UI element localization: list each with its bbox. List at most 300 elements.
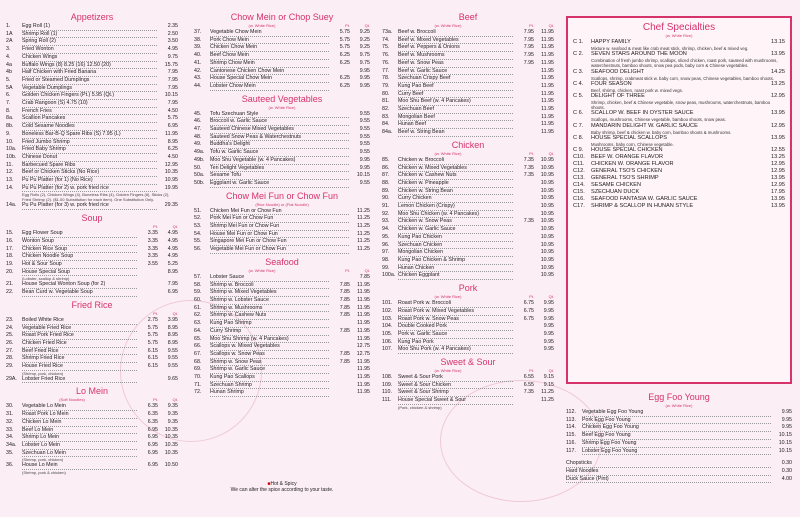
item-name: Pork w. Garlic Sauce [398, 331, 513, 339]
pint-price: 6.25 [339, 52, 350, 59]
item-name: Chicken Noodle Soup [22, 253, 137, 261]
item-name: Vegetable Chow Mein [210, 29, 329, 37]
item-number: 100a. [382, 272, 396, 279]
pint-price: 3.55 [147, 260, 158, 267]
pint-price: 3.35 [147, 230, 158, 237]
quart-price: 9.95 [543, 323, 554, 330]
quart-price: 9.95 [543, 307, 554, 314]
item-number: 14a. [6, 202, 17, 209]
pint-price [330, 274, 350, 282]
item-name: Szechuan Chicken [398, 242, 513, 250]
menu-item [6, 348, 178, 356]
item-description: Scallops, shrimp, crabmeat stick w. baby corn, snow peas, Chinese vegetables, bamboo shoots. [591, 75, 774, 81]
item-name: Szechuan Crispy Beef [398, 75, 513, 83]
item-name: Shrimp w. Mushrooms [210, 305, 329, 313]
item-number: 50b. [194, 179, 205, 186]
item-number: 93. [382, 218, 390, 225]
pint-price: 6.15 [147, 363, 158, 370]
item-name: Chicken w. Mixed Vegetables [398, 165, 513, 173]
item-name: Mongolian Beef [398, 114, 513, 122]
item-name: Bean Curd w. Vegetable Soup [22, 289, 137, 297]
item-name: Kung Pao Beef [398, 83, 513, 91]
item-name: Vegetable Dumplings [22, 85, 157, 93]
quart-price: 5.25 [167, 260, 178, 267]
item-name: Boiled White Rice [22, 317, 137, 325]
chef-specialties-box [566, 16, 792, 384]
item-name: Chopsticks [566, 460, 771, 468]
item-number: 31. [6, 411, 14, 418]
item-price: 4.95 [167, 46, 178, 53]
menu-item [382, 308, 554, 316]
menu-item [6, 92, 178, 100]
quart-price: 11.95 [357, 381, 370, 388]
item-number: 50. [194, 164, 202, 171]
item-name: Lobster Sauce [210, 274, 329, 282]
menu-item [6, 289, 178, 297]
pint-price: 6.95 [147, 434, 158, 441]
item-number: 115. [566, 432, 576, 439]
item-price: 13.95 [771, 134, 785, 141]
spicy-legend [194, 481, 370, 493]
menu-item [194, 231, 370, 239]
item-number: C 3. [573, 68, 584, 75]
menu-item [194, 366, 370, 374]
item-number: 86. [382, 164, 390, 171]
pint-price: 7.35 [523, 164, 534, 171]
item-number: 89. [382, 187, 390, 194]
item-name: House Lo Mein [22, 462, 137, 470]
menu-item [194, 246, 370, 254]
item-number: 56. [194, 246, 202, 253]
item-price: 7.95 [167, 84, 178, 91]
item-price: 7.95 [167, 69, 178, 76]
quart-price: 10.35 [164, 426, 178, 433]
pint-price [138, 376, 158, 384]
item-number: 10a. [6, 146, 17, 153]
menu-item [194, 118, 370, 126]
menu-item [382, 300, 554, 308]
item-name: Moo Shu Beef (w. 4 Pancakes) [398, 98, 513, 106]
item-number: 76. [382, 59, 390, 66]
quart-price: 11.95 [357, 327, 370, 334]
item-number: 71. [194, 381, 202, 388]
menu-item [194, 312, 370, 320]
pint-price [514, 265, 534, 273]
pint-price [514, 203, 534, 211]
quart-price: 9.25 [359, 44, 370, 51]
item-number: 41. [194, 59, 202, 66]
quart-price: 11.95 [541, 29, 554, 35]
spicy-icon: ■ [267, 481, 271, 487]
item-name: Kung Pao Chicken [398, 234, 513, 242]
item-price: 12.95 [164, 161, 178, 168]
item-number: 47. [194, 126, 202, 133]
pint-price: 7.95 [523, 59, 534, 66]
item-price: 6.95 [167, 123, 178, 130]
item-name: House Fried Rice [22, 363, 137, 371]
item-name: Spring Roll (2) [22, 38, 157, 46]
pint-price [514, 75, 534, 83]
item-name: House Mei Fun or Chow Fun [210, 231, 349, 239]
egg-foo-young-title: Egg Foo Young [648, 392, 710, 402]
quart-price: 9.15 [543, 381, 554, 388]
sauteed-title: Sauteed Vegetables [241, 93, 323, 104]
pint-price [330, 343, 350, 351]
item-name: Hunan Chicken [398, 265, 513, 273]
item-name: House Special Chow Mein [210, 75, 329, 83]
pint-price [330, 366, 350, 374]
menu-item [6, 115, 178, 123]
item-price: 7.95 [167, 76, 178, 83]
item-number: 113. [566, 416, 576, 423]
menu-item [6, 419, 178, 427]
menu-item [382, 106, 554, 114]
item-name: Sauteed Chinese Mixed Vegetables [210, 126, 349, 134]
pint-header: Pt. [529, 294, 534, 300]
quart-price: 9.95 [359, 67, 370, 74]
pint-price [514, 129, 534, 137]
beef-title: Beef [458, 12, 478, 22]
item-number: 20. [6, 268, 14, 275]
item-price: 10.15 [778, 447, 792, 454]
menu-item [6, 108, 178, 116]
item-number: 96. [382, 241, 390, 248]
item-note: (Shrimp, pork, chicken) [22, 370, 64, 376]
pint-price: 7.35 [523, 172, 534, 179]
menu-item [382, 52, 554, 60]
quart-price: 11.95 [357, 374, 370, 381]
item-number: 5A [6, 84, 13, 91]
item-price: 10.15 [778, 439, 792, 446]
menu-item [194, 75, 370, 83]
item-number: 27. [6, 347, 14, 354]
item-number: 112. [566, 409, 576, 415]
item-number: 80. [382, 90, 390, 97]
pint-price: 6.25 [339, 82, 350, 89]
item-price: 9.55 [359, 141, 370, 148]
item-price: 13.95 [771, 203, 785, 210]
pint-price: 7.95 [523, 36, 534, 43]
item-price: 13.15 [771, 39, 785, 45]
item-number: C14. [573, 182, 585, 189]
item-note: (Lobster, scallop & shrimp) [22, 276, 70, 282]
item-name: SEVEN STARS AROUND THE MOON [591, 51, 687, 58]
item-number: 108. [382, 374, 393, 381]
section-subtitle: (w. White Rice) [434, 150, 462, 156]
item-number: 35. [6, 449, 14, 456]
column-1 [6, 10, 178, 478]
item-price: 2.35 [167, 23, 178, 29]
item-price: 10.15 [164, 92, 178, 99]
item-name: Hunan Shrimp [210, 389, 329, 397]
quart-price: 7.95 [167, 281, 178, 288]
item-name: Roast Pork w. Mixed Vegetables [398, 308, 513, 316]
quart-price: 9.95 [543, 346, 554, 353]
extras-section [566, 458, 792, 483]
item-price: 0.30 [781, 467, 792, 474]
item-description: Mushrooms, baby corn, Chinese vegetable. [591, 141, 674, 147]
item-name: Sweet & Sour Chicken [398, 382, 513, 390]
menu-item [6, 62, 178, 70]
item-number: 40. [194, 52, 202, 59]
item-number: 84a. [382, 129, 393, 136]
item-name: Beef w. String Bean [398, 129, 513, 137]
fried-rice-title: Fried Rice [71, 299, 113, 310]
item-name: Scallion Pancakes [22, 115, 157, 123]
chef-item [573, 69, 785, 76]
quart-price: 3.95 [167, 316, 178, 323]
item-number: 69. [194, 366, 202, 373]
item-number: 52. [194, 215, 202, 222]
pint-price: 7.95 [523, 52, 534, 59]
pint-header: Pt. [345, 267, 350, 273]
quart-price: 10.95 [540, 256, 554, 263]
item-name: Chicken w. Snow Peas [398, 218, 513, 226]
column-2 [194, 10, 370, 400]
quart-price: 11.95 [541, 82, 554, 89]
quart-header: Qt. [548, 150, 554, 156]
item-description: Mixture w. seafood & meat like crab meat stick, shrimp, chicken, beef & mixed veg. [591, 46, 749, 51]
pint-price: 6.75 [523, 315, 534, 322]
quart-price: 11.95 [541, 52, 554, 59]
item-price: 9.55 [359, 126, 370, 133]
quart-price: 11.95 [357, 320, 370, 327]
item-price: 11.25 [357, 215, 370, 222]
section-subtitle: (w. White Rice) [268, 104, 296, 110]
quart-price: 10.95 [540, 249, 554, 256]
lo-mein-title: Lo Mein [75, 386, 109, 397]
pint-price: 6.15 [147, 347, 158, 354]
pork-section [382, 283, 554, 354]
item-name: HOUSE SPECIAL CHICKEN [591, 147, 663, 154]
pint-header: Pt. [153, 310, 158, 316]
item-price: 7.95 [167, 100, 178, 107]
chef-item [573, 189, 785, 196]
item-name: Chicken Rice Soup [22, 246, 137, 254]
pint-price: 6.35 [147, 418, 158, 425]
section-subtitle: (w. White Rice) [665, 403, 693, 408]
menu-item [194, 149, 370, 157]
item-number: 50a. [194, 172, 205, 179]
menu-item [194, 52, 370, 60]
pint-price [514, 114, 534, 122]
menu-item [194, 83, 370, 91]
item-number: 32. [6, 418, 14, 425]
item-price: 4.00 [781, 475, 792, 482]
quart-price: 8.95 [167, 268, 178, 275]
pint-price [514, 242, 534, 250]
quart-price: 11.95 [541, 59, 554, 66]
chef-item [573, 203, 785, 210]
menu-item [382, 397, 554, 405]
chef-item [573, 135, 785, 142]
menu-item [194, 126, 370, 134]
item-number: 15. [6, 230, 14, 237]
item-price: 19.95 [164, 184, 178, 191]
item-number: 29A. [6, 375, 17, 382]
pint-price [330, 374, 350, 382]
menu-item [6, 253, 178, 261]
pint-price: 7.85 [339, 358, 350, 365]
item-price: 13.25 [771, 154, 785, 161]
menu-item [194, 141, 370, 149]
menu-item [6, 325, 178, 333]
item-name: Shrimp w. Cashew Nuts [210, 312, 329, 320]
item-number: 12. [6, 169, 14, 176]
quart-price: 9.55 [167, 355, 178, 362]
item-number: 26. [6, 339, 14, 346]
chef-item [573, 39, 785, 46]
quart-price: 9.95 [543, 300, 554, 307]
quart-price: 10.35 [164, 441, 178, 448]
menu-item [6, 123, 178, 131]
pint-price: 6.95 [147, 441, 158, 448]
item-number: 70. [194, 374, 202, 381]
item-name: DELIGHT OF THREE [591, 93, 645, 100]
quart-price: 9.95 [543, 338, 554, 345]
quart-header: Qt. [548, 23, 554, 28]
menu-item [6, 23, 178, 31]
item-name: Tofu w. Garlic Sauce [210, 149, 349, 157]
pint-price [514, 195, 534, 203]
pint-price: 7.95 [523, 44, 534, 51]
item-number: 116. [566, 439, 576, 446]
item-number: 18. [6, 253, 14, 260]
item-number: 4b [6, 69, 12, 76]
item-name: Pork Chow Mein [210, 37, 329, 45]
quart-price: 9.35 [167, 418, 178, 425]
item-price: 10.95 [164, 177, 178, 184]
pint-price [514, 249, 534, 257]
quart-price: 10.35 [164, 434, 178, 441]
quart-price: 11.95 [541, 113, 554, 120]
item-name: Sauteed Snow Peas & Waterchestnuts [210, 134, 349, 142]
item-number: 87. [382, 172, 390, 179]
item-name: Moo Shu Vegetable (w. 4 Pancakes) [210, 157, 349, 165]
item-name: Chinese Donut [22, 154, 157, 162]
soup-section [6, 213, 178, 297]
item-number: 67. [194, 350, 202, 357]
chow-mein-section [194, 12, 370, 91]
item-name: Lobster Lo Mein [22, 442, 137, 450]
item-price: 9.55 [359, 179, 370, 186]
item-price: 4.50 [167, 107, 178, 114]
item-number: 11. [6, 161, 13, 168]
item-number: 30. [6, 403, 14, 410]
quart-price: 10.95 [540, 164, 554, 171]
lo-mein-section [6, 386, 178, 475]
menu-item [6, 162, 178, 170]
item-number: 8. [6, 107, 11, 114]
menu-item [382, 323, 554, 331]
item-name: Beef Egg Foo Young [582, 432, 771, 440]
item-name: Cantonese Chicken Chow Mein [210, 68, 329, 76]
menu-item [6, 46, 178, 54]
item-name: Moo Shu Chicken (w. 4 Pancakes) [398, 211, 513, 219]
item-name: Wonton Soup [22, 238, 137, 246]
item-name: HAPPY FAMILY [591, 39, 631, 45]
quart-price: 10.95 [540, 218, 554, 225]
pint-price: 5.75 [147, 332, 158, 339]
pint-price [138, 289, 158, 297]
item-name: Sweet & Sour Pork [398, 374, 513, 382]
item-price: 9.95 [359, 156, 370, 163]
quart-price: 9.95 [359, 75, 370, 82]
item-price: 4.50 [167, 153, 178, 160]
pint-price: 3.35 [147, 245, 158, 252]
menu-item [6, 54, 178, 62]
item-number: 60. [194, 296, 202, 303]
quart-price: 11.25 [541, 397, 554, 404]
item-price: 8.95 [167, 138, 178, 145]
menu-item [566, 468, 792, 476]
item-name: Szechuan Lo Mein [22, 450, 137, 458]
pint-price [514, 188, 534, 196]
menu-item [6, 38, 178, 46]
pint-price [514, 323, 534, 331]
quart-price: 11.95 [541, 121, 554, 128]
quart-price: 11.95 [357, 312, 370, 319]
quart-price: 9.55 [167, 363, 178, 370]
menu-item [566, 460, 792, 468]
item-number: 106. [382, 338, 393, 345]
menu-item [6, 462, 178, 470]
item-number: 107. [382, 346, 393, 353]
menu-item [6, 69, 178, 77]
item-number: 1A [6, 30, 13, 37]
item-name: SESAME CHICKEN [591, 182, 642, 189]
menu-item [194, 60, 370, 68]
menu-item [194, 389, 370, 397]
quart-price: 11.95 [357, 304, 370, 311]
item-price: 12.55 [771, 147, 785, 154]
item-number: 95. [382, 233, 390, 240]
quart-price: 11.95 [357, 366, 370, 373]
menu-item [382, 180, 554, 188]
item-number: C11. [573, 161, 585, 168]
item-number: 85. [382, 156, 390, 163]
item-price: 11.25 [357, 207, 370, 214]
pint-price: 6.35 [147, 411, 158, 418]
quart-price: 4.95 [167, 230, 178, 237]
menu-item [382, 44, 554, 52]
egg-foo-young-section [566, 392, 792, 455]
item-name: GENERAL TSO'S SHRIMP [591, 175, 659, 182]
item-name: Roast Pork Lo Mein [22, 411, 137, 419]
quart-price: 9.15 [543, 374, 554, 381]
quart-price: 9.25 [359, 29, 370, 35]
pint-header: Pt. [529, 150, 534, 156]
item-note: (Shrimp, pork & chicken) [22, 470, 66, 476]
item-name: Scallops w. Snow Peas [210, 351, 329, 359]
quart-price: 9.75 [359, 59, 370, 66]
item-name: MANDARIN DELIGHT W. GARLIC SAUCE [591, 122, 698, 129]
quart-header: Qt. [364, 23, 370, 28]
quart-price: 11.95 [541, 129, 554, 136]
menu-item [566, 448, 792, 456]
menu-item [194, 359, 370, 367]
item-number: 75. [382, 44, 390, 51]
item-name: Chicken Wings [22, 54, 157, 62]
pint-price [330, 336, 350, 344]
menu-item [566, 440, 792, 448]
menu-item [382, 75, 554, 83]
item-number: 16. [6, 237, 14, 244]
item-price: 13.95 [771, 110, 785, 117]
pint-price: 6.25 [339, 75, 350, 82]
item-name: SEAFOOD DELIGHT [591, 68, 645, 75]
pint-price [514, 346, 534, 354]
